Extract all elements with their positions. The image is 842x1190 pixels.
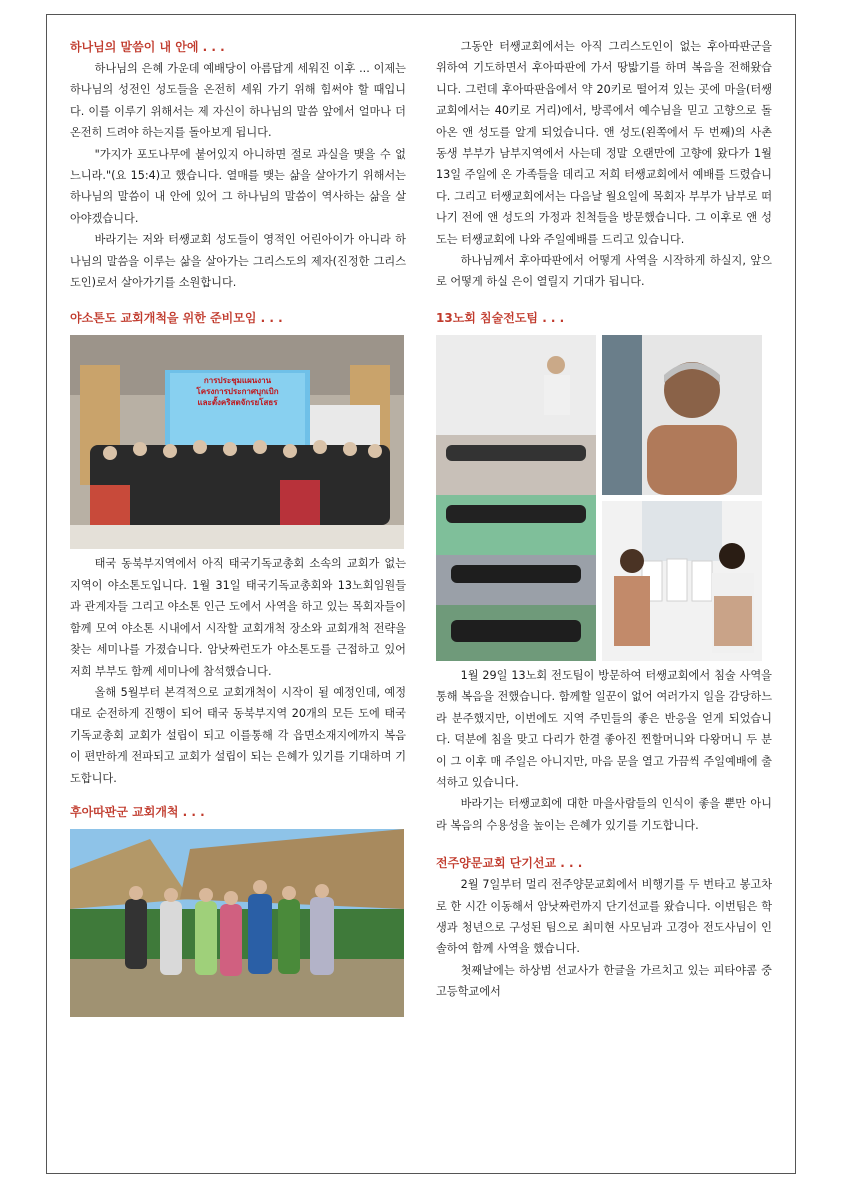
section-heading-word: 하나님의 말씀이 내 안에 . . . (70, 40, 225, 54)
paragraph: 1월 29일 13노회 전도팀이 방문하여 터쌩교회에서 침술 사역을 통해 복음을 전했습니다. 함께할 일꾼이 없어 여러가지 일을 감당하느라 분주했지만, 이번에도 지역 주민들의 좋은 반응을 얻게 되었습니다. 덕분에 침을 맞고 다리가 한결 좋아진 찐할머니와 다왕머니 두 분이 그 이후 매 주일은 아니지만, 마음 문을 열고 가끔씩 주일예배에 출석하고 있습니다. (436, 668, 772, 789)
photo-collage-acupuncture (436, 335, 762, 661)
photo-huatapan-group (70, 829, 404, 1017)
paragraph: 하나님의 은혜 가운데 예배당이 아름답게 세워진 이후 ... 이제는 하나님의 성전인 성도들을 온전히 세워 가기 위해 힘써야 할 때입니다. 이를 이루기 위해서는 제 자신이 하나님의 말씀 앞에서 얼마나 더 온전히 드려야 하는지를 돌아보게 됩니다. (70, 62, 406, 140)
photo-treatment-room (602, 501, 762, 661)
patients-photo-illustration (436, 335, 596, 661)
seminar-photo-illustration (70, 335, 404, 549)
section-heading-acupuncture: 13노회 침술전도팀 . . . (436, 310, 565, 325)
photo-elderly-woman (602, 335, 762, 495)
photo-seminar-group (70, 335, 404, 549)
paragraph: "가지가 포도나무에 붙어있지 아니하면 절로 과실을 맺을 수 없느니라."(요 15:4)고 했습니다. 열매를 맺는 삶을 살아가기 위해서는 하나님의 말씀이 내 안에 있어 그 하나님의 말씀이 역사하는 삶을 살아야겠습니다. (70, 147, 406, 225)
paragraph: 바라기는 터쌩교회에 대한 마을사람들의 인식이 좋을 뿐만 아니라 복음의 수용성을 높이는 은혜가 있기를 기도합니다. (436, 797, 772, 832)
woman-photo-illustration (602, 335, 762, 495)
section-heading-jeonju: 전주양문교회 단기선교 . . . (436, 856, 583, 871)
paragraph: 2월 7일부터 멀리 전주양문교회에서 비행기를 두 번타고 봉고차로 한 시간 이동해서 암낫짜런까지 단기선교를 왔습니다. 이번팀은 학생과 청년으로 구성된 팀으로 최미현 사모님과 고경아 전도사님이 인솔하여 함께 사역을 했습니다. (436, 878, 772, 956)
paragraph: 바라기는 저와 터쌩교회 성도들이 영적인 어린아이가 아니라 하나님의 말씀을 이루는 삶을 살아가는 그리스도의 제자(진정한 그리스도인)로서 살아가기를 소원합니다. (70, 233, 406, 290)
banner-line: และตั้งคริสตจักรยโสธร (197, 398, 278, 408)
photo-acupuncture-patients (436, 335, 596, 661)
banner-line: การประชุมแผนงาน (203, 376, 272, 386)
huatapan-photo-illustration (70, 829, 404, 1017)
right-column (436, 36, 772, 1003)
left-column (70, 36, 406, 1017)
paragraph: 올해 5월부터 본격적으로 교회개척이 시작이 될 예정인데, 예정대로 순전하게 진행이 되어 태국 동북부지역 20개의 모든 도에 태국기독교총회 교회가 설립이 되고 이를통해 각 읍면소재지에까지 복음이 편만하게 전파되고 교회가 설립이 되는 은혜가 있기를 기대하며 기도합니다. (70, 685, 406, 785)
paragraph: 그동안 터쌩교회에서는 아직 그리스도인이 없는 후아따판군을 위하여 기도하면서 후아따판에 가서 땅밟기를 하며 복음을 전해왔습니다. 그런데 후아따판읍에서 약 20키로 떨어져 있는 곳에 마을(터쌩교회에서는 40키로 거리)에서, 방콕에서 예수님을 믿고 고향으로 돌아온 앤 성도를 알게 되었습니다. 앤 성도(왼쪽에서 두 번째)의 사촌 동생 부부가 남부지역에서 사는데 정말 오랜만에 고향에 왔다가 1월 13일 주일에 온 가족들을 데리고 저희 터쌩교회에서 예배를 드렸습니다. 그리고 터쌩교회에서는 다음날 월요일에 목회자 부부가 남부로 떠나기 전에 앤 성도의 가정과 친척들을 방문했습니다. 그 이후로 앤 성도는 터쌩교회에 나와 주일예배를 드리고 있습니다. (436, 40, 772, 246)
section-heading-yasothon: 야소톤도 교회개척을 위한 준비모임 . . . (70, 311, 283, 326)
paragraph: 태국 동북부지역에서 아직 태국기독교총회 소속의 교회가 없는 지역이 야소톤도입니다. 1월 31일 태국기독교총회와 13노회임원들과 관계자들 그리고 야소톤 인근 도에서 사역을 하고 있는 목회자들이 함께 모여 야소톤 시내에서 시작할 교회개척 장소와 교회개척 전략을 찾는 세미나를 가졌습니다. 암낫짜런도가 야소톤도를 근접하고 있어 저희 부부도 함께 세미나에 참석했습니다. (70, 557, 406, 678)
paragraph: 하나님께서 후아따판에서 어떻게 사역을 시작하게 하실지, 앞으로 어떻게 하실 은이 열릴지 기대가 됩니다. (436, 254, 772, 289)
paragraph: 첫째날에는 하상범 선교사가 한글을 가르치고 있는 피타야콤 중고등학교에서 (436, 963, 772, 999)
section-heading-huatapan: 후아따판군 교회개척 . . . (70, 804, 205, 819)
treatment-photo-illustration (602, 501, 762, 661)
banner-line: โครงการประกาศบุกเบิก (196, 387, 279, 397)
